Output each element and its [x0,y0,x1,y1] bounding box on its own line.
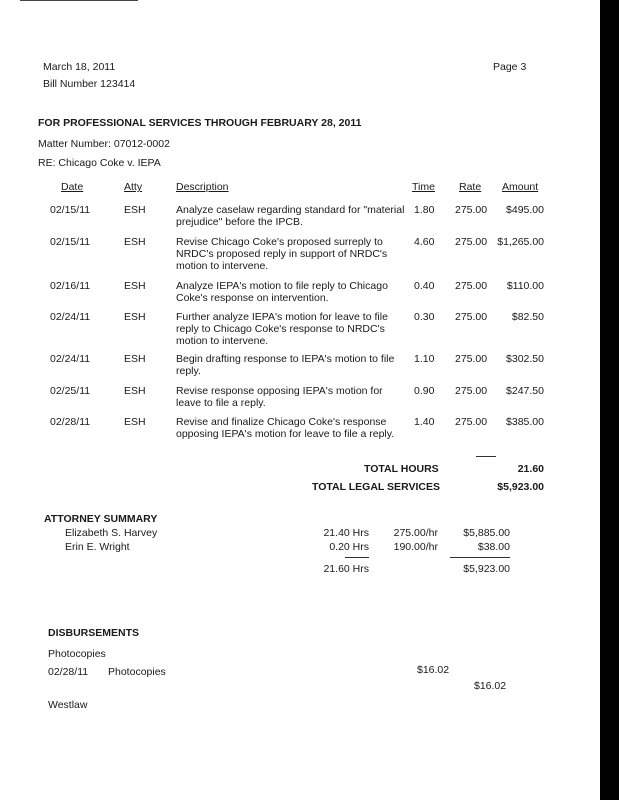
bill-date: March 18, 2011 [43,61,116,73]
photocopies-amount: $16.02 [417,664,450,676]
entry-date: 02/24/11 [50,311,91,323]
entry-description: Further analyze IEPA's motion for leave to file reply to Chicago Coke's response to NRDC's motion to intervene. [176,311,388,347]
attorney-amount: $5,885.00 [463,527,510,539]
scan-artifact-line [20,0,138,1]
disbursements-title: DISBURSEMENTS [48,627,140,639]
entry-time: 1.10 [414,353,435,365]
col-rate: Rate [459,181,482,193]
photocopies-date: 02/28/11 [48,666,89,678]
entry-atty: ESH [124,353,146,365]
entry-rate: 275.00 [455,280,488,292]
summary-total-amount: $5,923.00 [463,563,510,575]
re-line: RE: Chicago Coke v. IEPA [38,157,161,169]
westlaw-heading: Westlaw [48,699,88,711]
col-amount: Amount [502,181,539,193]
entry-rate: 275.00 [455,353,488,365]
entry-description: Begin drafting response to IEPA's motion to file reply. [176,353,395,377]
attorney-name: Elizabeth S. Harvey [65,527,158,539]
entry-rate: 275.00 [455,311,488,323]
entry-date: 02/28/11 [50,416,91,428]
page-number: Page 3 [493,61,527,73]
attorney-hours: 0.20 Hrs [329,541,369,553]
section-title: FOR PROFESSIONAL SERVICES THROUGH FEBRUARY 28, 2011 [38,117,362,129]
entry-date: 02/15/11 [50,204,91,216]
attorney-rate: 275.00/hr [393,527,438,539]
total-services-label: TOTAL LEGAL SERVICES [312,481,440,493]
entry-time: 4.60 [414,236,435,248]
totals-rule [476,456,496,457]
entry-amount: $385.00 [506,416,544,428]
photocopies-subtotal: $16.02 [474,680,507,692]
photocopies-heading: Photocopies [48,648,106,660]
total-services-value: $5,923.00 [497,481,544,493]
entry-date: 02/16/11 [50,280,91,292]
summary-total-hours: 21.60 Hrs [323,563,369,575]
photocopies-description: Photocopies [108,666,166,678]
entry-time: 0.30 [414,311,435,323]
bill-number: Bill Number 123414 [43,78,136,90]
total-hours-label: TOTAL HOURS [364,463,439,475]
entry-atty: ESH [124,204,146,216]
entry-description: Revise and finalize Chicago Coke's response opposing IEPA's motion for leave to file a reply. [176,416,395,440]
scan-border [600,0,619,800]
entry-rate: 275.00 [455,385,488,397]
summary-hours-rule [345,557,369,558]
entry-description: Revise Chicago Coke's proposed surreply to NRDC's proposed reply in support of NRDC's motion to intervene. [176,236,388,272]
col-description: Description [176,181,229,193]
entry-amount: $82.50 [511,311,544,323]
attorney-name: Erin E. Wright [65,541,130,553]
col-atty: Atty [124,181,143,193]
entry-amount: $110.00 [506,280,544,292]
entry-time: 1.80 [414,204,435,216]
entry-description: Analyze IEPA's motion to file reply to Chicago Coke's response on intervention. [176,280,388,304]
entry-atty: ESH [124,236,146,248]
entry-amount: $247.50 [506,385,544,397]
entry-amount: $302.50 [506,353,544,365]
entry-date: 02/25/11 [50,385,91,397]
entry-amount: $1,265.00 [497,236,544,248]
entry-time: 0.90 [414,385,435,397]
summary-amount-rule [450,557,510,558]
entry-time: 0.40 [414,280,435,292]
entry-atty: ESH [124,385,146,397]
entry-description: Analyze caselaw regarding standard for "material prejudice" before the IPCB. [176,204,405,228]
entry-date: 02/24/11 [50,353,91,365]
entry-amount: $495.00 [506,204,544,216]
col-time: Time [412,181,435,193]
entry-rate: 275.00 [455,416,488,428]
attorney-amount: $38.00 [477,541,510,553]
entry-rate: 275.00 [455,236,488,248]
entry-atty: ESH [124,311,146,323]
entry-atty: ESH [124,280,146,292]
total-hours-value: 21.60 [517,463,544,475]
entry-date: 02/15/11 [50,236,91,248]
attorney-rate: 190.00/hr [393,541,438,553]
entry-rate: 275.00 [455,204,488,216]
attorney-summary-title: ATTORNEY SUMMARY [44,513,158,525]
entry-atty: ESH [124,416,146,428]
entry-time: 1.40 [414,416,435,428]
entry-description: Revise response opposing IEPA's motion for leave to file a reply. [176,385,383,409]
attorney-hours: 21.40 Hrs [323,527,369,539]
matter-number: Matter Number: 07012-0002 [38,138,170,150]
col-date: Date [61,181,84,193]
